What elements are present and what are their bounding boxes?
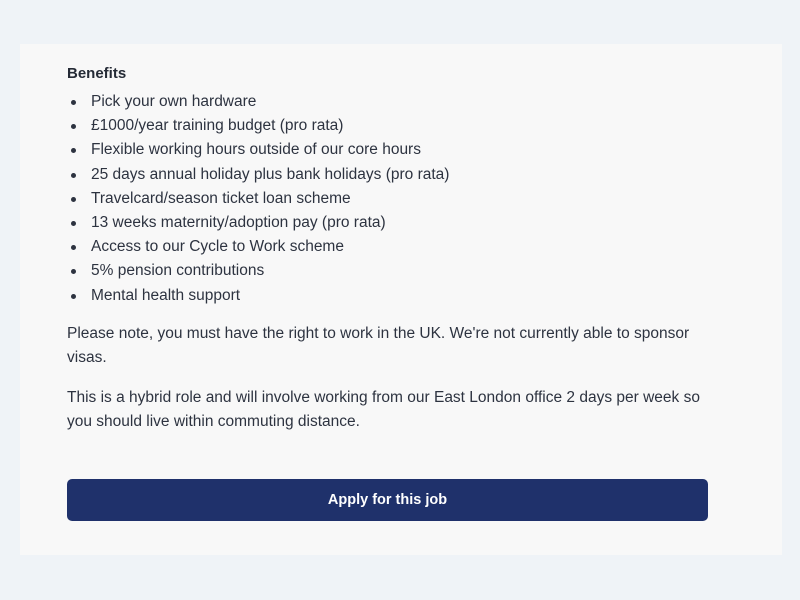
benefit-item xyxy=(67,235,708,259)
benefits-heading: Benefits xyxy=(67,65,127,82)
benefit-item-label: Pick your own hardware xyxy=(91,93,257,110)
apply-button[interactable]: Apply for this job xyxy=(67,479,708,521)
visa-note: Please note, you must have the right to work in the UK. We're not currently able to sponsor visas. xyxy=(67,324,690,366)
benefits-list xyxy=(67,90,708,308)
benefit-item-label: Mental health support xyxy=(91,286,241,304)
job-details-card xyxy=(20,44,782,555)
bullet-icon xyxy=(71,294,76,299)
bullet-icon xyxy=(71,173,76,178)
hybrid-note: This is a hybrid role and will involve working from our East London office 2 days per week so you should live within commuting distance. xyxy=(67,388,700,430)
bullet-icon xyxy=(71,197,76,202)
bullet-icon xyxy=(71,100,76,105)
benefit-item xyxy=(67,163,708,187)
bullet-icon xyxy=(71,221,76,226)
bullet-icon xyxy=(71,269,76,274)
benefit-item xyxy=(67,211,708,235)
benefit-item-label: Flexible working hours outside of our core hours xyxy=(91,141,421,159)
benefit-item-label: 5% pension contributions xyxy=(91,262,265,280)
benefit-item xyxy=(67,259,708,283)
benefit-item-label: Travelcard/season ticket loan scheme xyxy=(91,189,351,207)
benefit-item xyxy=(67,90,708,114)
benefit-item-label: 13 weeks maternity/adoption pay (pro rata) xyxy=(91,214,386,232)
bullet-icon xyxy=(71,148,76,153)
benefit-item xyxy=(67,114,708,138)
benefit-item-label: 25 days annual holiday plus bank holidays (pro rata) xyxy=(91,165,450,183)
benefit-item-label: Access to our Cycle to Work scheme xyxy=(91,238,344,256)
benefit-item xyxy=(67,138,708,162)
bullet-icon xyxy=(71,124,76,129)
bullet-icon xyxy=(71,245,76,250)
benefit-item-label: £1000/year training budget (pro rata) xyxy=(91,117,344,135)
benefit-item xyxy=(67,284,708,308)
benefit-item xyxy=(67,187,708,211)
